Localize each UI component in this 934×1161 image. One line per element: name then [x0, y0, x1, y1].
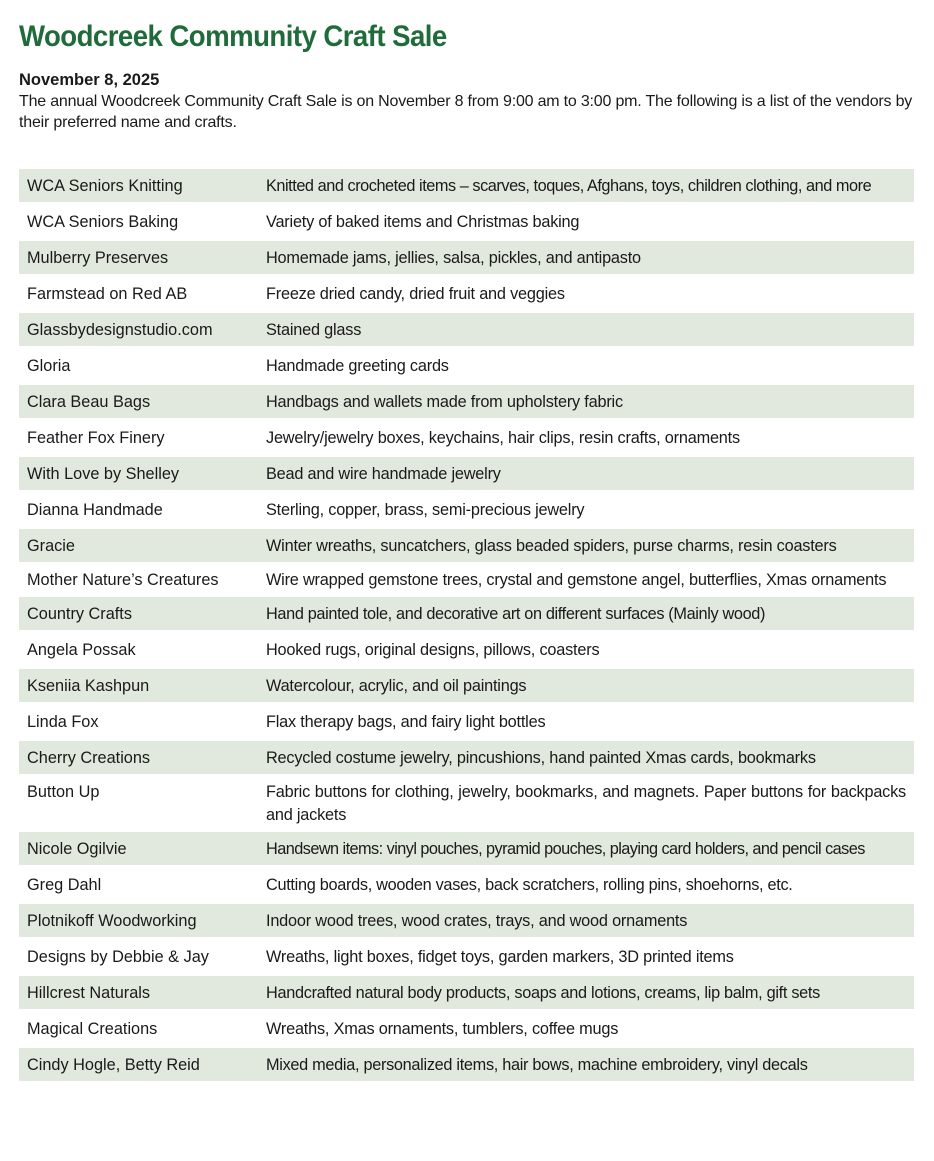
vendor-crafts: Hand painted tole, and decorative art on different surfaces (Mainly wood) — [258, 597, 914, 630]
table-row — [19, 832, 914, 865]
vendor-name: Dianna Handmade — [27, 501, 163, 519]
vendor-name: Cherry Creations — [19, 741, 258, 774]
table-row — [19, 597, 914, 630]
vendor-crafts: Handmade greeting cards — [266, 357, 449, 375]
vendor-name: Gracie — [19, 529, 258, 562]
table-row — [19, 565, 914, 594]
vendor-name: Kseniia Kashpun — [19, 669, 258, 702]
vendor-crafts: Indoor wood trees, wood crates, trays, and wood ornaments — [258, 904, 914, 937]
table-row — [19, 976, 914, 1009]
table-row — [19, 940, 914, 973]
table-row — [19, 777, 914, 829]
table-row — [19, 277, 914, 310]
table-row — [19, 529, 914, 562]
vendor-name: Clara Beau Bags — [19, 385, 258, 418]
vendor-crafts: Fabric buttons for clothing, jewelry, bookmarks, and magnets. Paper buttons for backpacks and jackets — [266, 783, 906, 824]
table-row — [19, 904, 914, 937]
vendor-crafts: Flax therapy bags, and fairy light bottles — [266, 713, 546, 731]
vendor-crafts: Handsewn items: vinyl pouches, pyramid pouches, playing card holders, and pencil cases — [258, 832, 914, 865]
vendor-name: Mulberry Preserves — [19, 241, 258, 274]
vendor-crafts: Winter wreaths, suncatchers, glass beaded spiders, purse charms, resin coasters — [258, 529, 914, 562]
vendor-name: Gloria — [27, 357, 71, 375]
vendor-name: Country Crafts — [19, 597, 258, 630]
vendor-crafts: Jewelry/jewelry boxes, keychains, hair clips, resin crafts, ornaments — [266, 429, 740, 447]
table-row — [19, 385, 914, 418]
vendor-crafts: Wire wrapped gemstone trees, crystal and gemstone angel, butterflies, Xmas ornaments — [266, 571, 887, 589]
vendor-crafts: Watercolour, acrylic, and oil paintings — [258, 669, 914, 702]
vendor-table-body — [19, 169, 914, 1081]
vendor-crafts: Handbags and wallets made from upholstery fabric — [258, 385, 914, 418]
table-row — [19, 205, 914, 238]
vendor-name: Glassbydesignstudio.com — [19, 313, 258, 346]
vendor-crafts: Cutting boards, wooden vases, back scratchers, rolling pins, shoehorns, etc. — [266, 876, 793, 894]
vendor-table — [19, 166, 914, 1084]
vendor-name: Angela Possak — [27, 641, 136, 659]
table-row — [19, 457, 914, 490]
table-row — [19, 349, 914, 382]
vendor-name: Linda Fox — [27, 713, 99, 731]
vendor-name: Farmstead on Red AB — [27, 285, 188, 303]
vendor-crafts: Wreaths, Xmas ornaments, tumblers, coffee mugs — [266, 1020, 619, 1038]
table-row — [19, 741, 914, 774]
table-row — [19, 241, 914, 274]
vendor-name: Feather Fox Finery — [27, 429, 165, 447]
vendor-crafts: Variety of baked items and Christmas baking — [266, 213, 580, 231]
table-row — [19, 633, 914, 666]
table-row — [19, 1048, 914, 1081]
vendor-name: Designs by Debbie & Jay — [27, 948, 209, 966]
table-row — [19, 705, 914, 738]
vendor-name: Greg Dahl — [27, 876, 102, 894]
vendor-crafts: Recycled costume jewelry, pincushions, hand painted Xmas cards, bookmarks — [258, 741, 914, 774]
table-row — [19, 669, 914, 702]
table-row — [19, 1012, 914, 1045]
vendor-name: With Love by Shelley — [19, 457, 258, 490]
intro-paragraph: The annual Woodcreek Community Craft Sale is on November 8 from 9:00 am to 3:00 pm. The following is a list of the vendors by their preferred name and crafts. — [19, 93, 913, 131]
vendor-crafts: Freeze dried candy, dried fruit and veggies — [266, 285, 565, 303]
vendor-crafts: Bead and wire handmade jewelry — [258, 457, 914, 490]
vendor-name: Mother Nature’s Creatures — [27, 571, 219, 589]
table-row — [19, 421, 914, 454]
table-row — [19, 313, 914, 346]
vendor-crafts: Stained glass — [258, 313, 914, 346]
vendor-crafts: Sterling, copper, brass, semi-precious jewelry — [266, 501, 585, 519]
vendor-crafts: Knitted and crocheted items – scarves, toques, Afghans, toys, children clothing, and more — [258, 169, 914, 202]
event-date: November 8, 2025 — [19, 71, 160, 89]
vendor-name: Nicole Ogilvie — [19, 832, 258, 865]
vendor-name: Magical Creations — [27, 1020, 158, 1038]
vendor-name: WCA Seniors Knitting — [19, 169, 258, 202]
vendor-name: WCA Seniors Baking — [27, 213, 179, 231]
vendor-name: Button Up — [27, 783, 100, 801]
vendor-name: Cindy Hogle, Betty Reid — [19, 1048, 258, 1081]
vendor-name: Hillcrest Naturals — [19, 976, 258, 1009]
vendor-crafts: Homemade jams, jellies, salsa, pickles, and antipasto — [258, 241, 914, 274]
vendor-crafts: Hooked rugs, original designs, pillows, coasters — [266, 641, 600, 659]
vendor-crafts: Mixed media, personalized items, hair bows, machine embroidery, vinyl decals — [258, 1048, 914, 1081]
vendor-name: Plotnikoff Woodworking — [19, 904, 258, 937]
page-title: Woodcreek Community Craft Sale — [19, 20, 447, 53]
document-page — [19, 18, 914, 1084]
vendor-crafts: Wreaths, light boxes, fidget toys, garden markers, 3D printed items — [266, 948, 734, 966]
table-row — [19, 169, 914, 202]
vendor-crafts: Handcrafted natural body products, soaps and lotions, creams, lip balm, gift sets — [258, 976, 914, 1009]
table-row — [19, 493, 914, 526]
table-row — [19, 868, 914, 901]
